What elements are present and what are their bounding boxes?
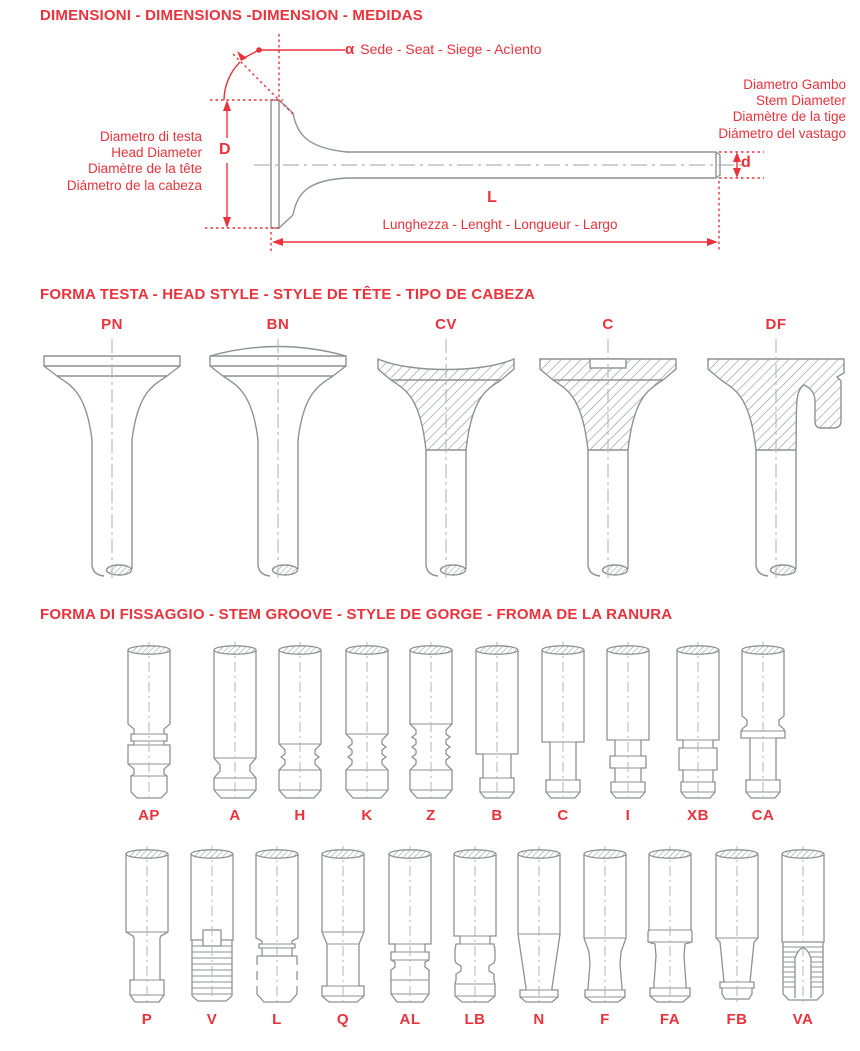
stem-groove-figure-VA bbox=[775, 844, 831, 1030]
stem-groove-drawing-CA bbox=[735, 640, 791, 804]
head-diameter-line: Diámetro de la cabeza bbox=[66, 177, 202, 193]
stem-groove-label-N: N bbox=[533, 1011, 545, 1028]
stem-groove-figure-AP bbox=[121, 640, 177, 826]
head-style-drawing-CV bbox=[364, 335, 528, 585]
head-diameter-symbol: D bbox=[219, 141, 231, 158]
stem-groove-drawing-XB bbox=[670, 640, 726, 804]
stem-groove-figure-AL bbox=[382, 844, 438, 1030]
head-style-figure-DF bbox=[694, 316, 858, 585]
stem-groove-label-AP: AP bbox=[138, 807, 160, 824]
stem-groove-drawing-H bbox=[272, 640, 328, 804]
stem-groove-figure-V bbox=[184, 844, 240, 1030]
stem-groove-label-L: L bbox=[272, 1011, 282, 1028]
stem-groove-drawing-I bbox=[600, 640, 656, 804]
head-diameter-line: Diametro di testa bbox=[99, 129, 202, 144]
stem-groove-label-CA: CA bbox=[751, 807, 775, 824]
head-diameter-line: Head Diameter bbox=[111, 145, 202, 161]
stem-groove-drawing-Q bbox=[315, 844, 371, 1008]
stem-groove-label-AL: AL bbox=[399, 1011, 421, 1028]
stem-groove-figure-P bbox=[119, 844, 175, 1030]
stem-groove-figure-A bbox=[207, 640, 263, 826]
stem-groove-figure-K bbox=[339, 640, 395, 826]
head-style-section-title: FORMA TESTA - HEAD STYLE - STYLE DE TÊTE - TIPO DE CABEZA bbox=[40, 286, 536, 303]
alpha-symbol: α bbox=[345, 41, 355, 58]
head-style-label-C: C bbox=[602, 316, 614, 333]
stem-groove-drawing-AL bbox=[382, 844, 438, 1008]
stem-groove-figure-F bbox=[577, 844, 633, 1030]
head-diameter-caption bbox=[18, 129, 202, 194]
stem-groove-label-I: I bbox=[625, 807, 631, 824]
stem-groove-drawing-FA bbox=[642, 844, 698, 1008]
stem-groove-figure-XB bbox=[670, 640, 726, 826]
stem-groove-label-V: V bbox=[206, 1011, 218, 1028]
stem-groove-label-C: C bbox=[557, 807, 569, 824]
stem-groove-label-P: P bbox=[141, 1011, 153, 1028]
stem-groove-label-A: A bbox=[229, 807, 241, 824]
stem-groove-label-H: H bbox=[294, 807, 306, 824]
stem-diameter-line: Stem Diameter bbox=[755, 93, 846, 109]
stem-diameter-caption bbox=[600, 77, 846, 142]
seat-label-text: Sede - Seat - Siege - Acìento bbox=[360, 41, 542, 57]
stem-groove-drawing-P bbox=[119, 844, 175, 1008]
head-style-drawing-PN bbox=[30, 335, 194, 585]
stem-groove-drawing-F bbox=[577, 844, 633, 1008]
length-caption: Lunghezza - Lenght - Longueur - Largo bbox=[382, 217, 618, 232]
stem-groove-figure-B bbox=[469, 640, 525, 826]
stem-groove-figure-Q bbox=[315, 844, 371, 1030]
stem-groove-label-F: F bbox=[600, 1011, 610, 1028]
stem-groove-label-K: K bbox=[361, 807, 373, 824]
head-style-figure-CV bbox=[364, 316, 528, 585]
stem-groove-label-XB: XB bbox=[687, 807, 709, 824]
stem-groove-figure-Z bbox=[403, 640, 459, 826]
head-diameter-line: Diamètre de la tête bbox=[87, 161, 202, 177]
stem-groove-drawing-A bbox=[207, 640, 263, 804]
stem-groove-label-B: B bbox=[491, 807, 503, 824]
stem-groove-label-FB: FB bbox=[726, 1011, 748, 1028]
head-style-label-BN: BN bbox=[266, 316, 290, 333]
stem-groove-label-LB: LB bbox=[464, 1011, 486, 1028]
stem-groove-figure-N bbox=[511, 844, 567, 1030]
stem-groove-figure-FA bbox=[642, 844, 698, 1030]
stem-groove-drawing-Z bbox=[403, 640, 459, 804]
stem-groove-figure-I bbox=[600, 640, 656, 826]
head-style-label-PN: PN bbox=[101, 316, 123, 333]
stem-groove-label-VA: VA bbox=[792, 1011, 814, 1028]
stem-groove-drawing-LB bbox=[447, 844, 503, 1008]
stem-groove-drawing-VA bbox=[775, 844, 831, 1008]
head-style-drawing-C bbox=[526, 335, 690, 585]
head-style-figure-BN bbox=[196, 316, 360, 585]
stem-groove-figure-FB bbox=[709, 844, 765, 1030]
stem-groove-drawing-K bbox=[339, 640, 395, 804]
stem-groove-figure-L bbox=[249, 844, 305, 1030]
head-style-label-DF: DF bbox=[765, 316, 787, 333]
stem-groove-figure-C bbox=[535, 640, 591, 826]
stem-groove-drawing-B bbox=[469, 640, 525, 804]
stem-groove-drawing-N bbox=[511, 844, 567, 1008]
stem-groove-figure-CA bbox=[735, 640, 791, 826]
stem-groove-drawing-AP bbox=[121, 640, 177, 804]
length-symbol: L bbox=[487, 189, 497, 206]
stem-diameter-line: Diámetro del vastago bbox=[718, 125, 846, 141]
stem-groove-label-Q: Q bbox=[336, 1011, 350, 1028]
head-style-label-CV: CV bbox=[435, 316, 457, 333]
stem-diameter-line: Diamètre de la tige bbox=[732, 109, 846, 125]
dimensions-section-title: DIMENSIONI - DIMENSIONS -DIMENSION - MEDIDAS bbox=[40, 7, 423, 24]
stem-diameter-symbol: d bbox=[741, 154, 751, 171]
stem-groove-label-FA: FA bbox=[659, 1011, 681, 1028]
head-style-figure-PN bbox=[30, 316, 194, 585]
stem-diameter-line: Diametro Gambo bbox=[743, 77, 846, 92]
stem-groove-figure-LB bbox=[447, 844, 503, 1030]
head-style-drawing-DF bbox=[694, 335, 858, 585]
head-style-drawing-BN bbox=[196, 335, 360, 585]
stem-groove-drawing-V bbox=[184, 844, 240, 1008]
stem-groove-figure-H bbox=[272, 640, 328, 826]
stem-groove-label-Z: Z bbox=[426, 807, 436, 824]
seat-angle-label bbox=[345, 41, 542, 58]
stem-groove-section-title: FORMA DI FISSAGGIO - STEM GROOVE - STYLE DE GORGE - FROMA DE LA RANURA bbox=[40, 606, 673, 623]
stem-groove-drawing-C bbox=[535, 640, 591, 804]
stem-groove-drawing-L bbox=[249, 844, 305, 1008]
stem-groove-drawing-FB bbox=[709, 844, 765, 1008]
head-style-figure-C bbox=[526, 316, 690, 585]
